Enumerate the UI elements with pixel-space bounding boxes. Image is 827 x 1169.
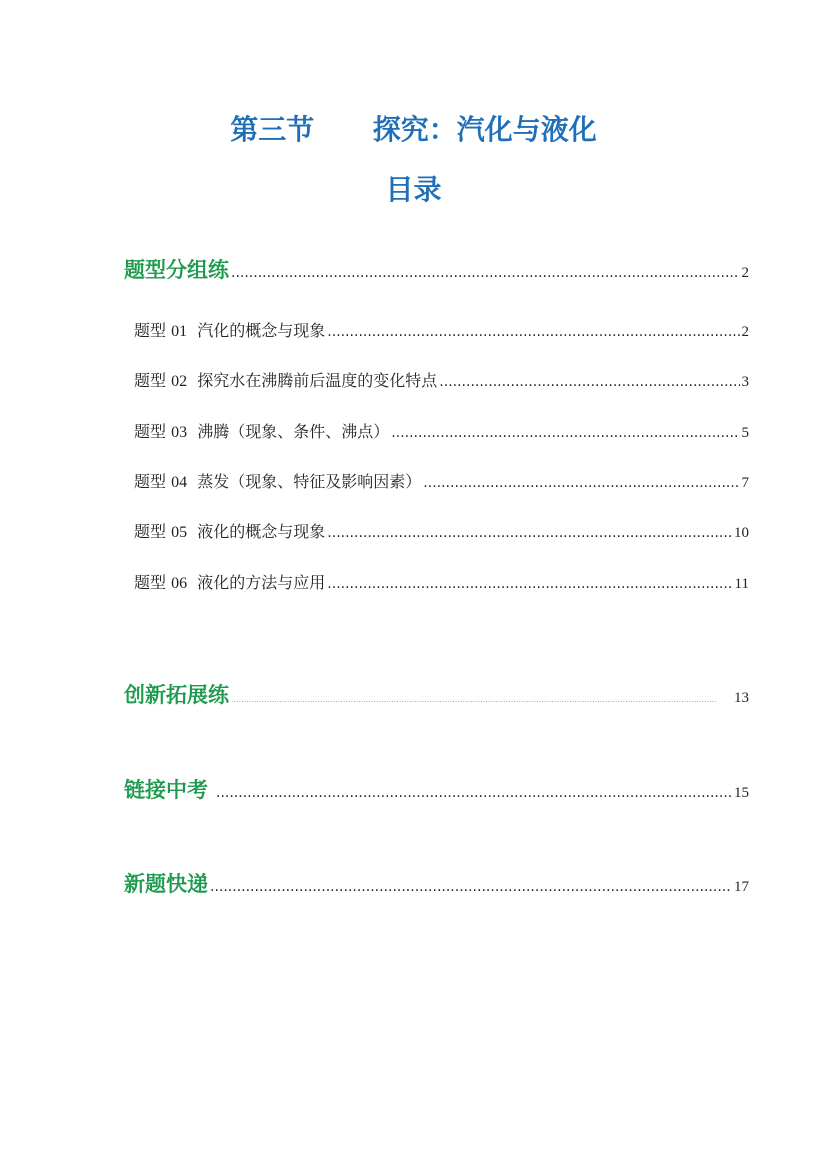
toc-item-number: 06	[171, 575, 188, 592]
toc-section-label: 链接中考	[124, 778, 208, 802]
toc-item-title: 汽化的概念与现象	[197, 321, 326, 340]
toc-item-label	[134, 571, 325, 596]
toc-item-01[interactable]	[134, 319, 749, 344]
dot-leader	[327, 521, 732, 545]
dot-leader	[216, 785, 732, 801]
dot-leader	[439, 370, 739, 394]
toc-section-new-questions[interactable]	[124, 869, 749, 899]
toc-item-04[interactable]	[134, 470, 749, 495]
toc-item-title: 沸腾（现象、条件、沸点）	[197, 422, 390, 441]
toc-item-05[interactable]	[134, 520, 749, 545]
dot-leader	[327, 320, 739, 344]
document-title: 第三节 探究：汽化与液化	[230, 113, 597, 146]
toc-item-title: 液化的概念与现象	[197, 522, 326, 541]
dot-leader	[391, 421, 739, 445]
toc-section-innovation[interactable]	[124, 680, 749, 710]
toc-page-number: 10	[734, 525, 749, 541]
toc-item-label	[134, 319, 325, 344]
toc-section-question-types[interactable]	[124, 255, 749, 285]
toc-item-label	[134, 420, 389, 445]
toc-item-prefix: 题型	[134, 573, 167, 592]
toc-page-number: 2	[741, 265, 749, 281]
toc-item-prefix: 题型	[134, 371, 167, 390]
dot-leader	[327, 572, 732, 596]
toc-page-number: 17	[734, 879, 749, 895]
toc-item-label	[134, 520, 325, 545]
dot-leader	[231, 265, 740, 281]
toc-page-number: 2	[741, 324, 749, 340]
toc-heading: 目录	[385, 173, 442, 206]
toc-item-prefix: 题型	[134, 321, 167, 340]
toc-page-number: 7	[741, 475, 749, 491]
toc-item-06[interactable]	[134, 571, 749, 596]
dot-leader	[210, 879, 732, 895]
toc-item-number: 03	[171, 424, 188, 441]
toc-item-title: 液化的方法与应用	[197, 573, 326, 592]
toc-section-exam-link[interactable]	[124, 775, 749, 805]
toc-item-03[interactable]	[134, 420, 749, 445]
toc-item-number: 01	[171, 323, 188, 340]
toc-section-label: 题型分组练	[124, 258, 229, 282]
toc-item-label	[134, 369, 437, 394]
toc-page-number: 13	[734, 690, 749, 706]
toc-item-number: 04	[171, 474, 188, 491]
toc-item-number: 02	[171, 373, 188, 390]
toc-page-number: 15	[734, 785, 749, 801]
toc-item-number: 05	[171, 524, 188, 541]
toc-item-title: 探究水在沸腾前后温度的变化特点	[197, 371, 438, 390]
toc-item-prefix: 题型	[134, 472, 167, 491]
dot-leader	[423, 471, 739, 495]
toc-item-prefix: 题型	[134, 522, 167, 541]
toc-item-02[interactable]	[134, 369, 749, 394]
toc-page-number: 3	[741, 374, 749, 390]
toc-section-label: 新题快递	[124, 872, 208, 896]
toc-item-prefix: 题型	[134, 422, 167, 441]
toc-page-number: 5	[741, 425, 749, 441]
toc-item-title: 蒸发（现象、特征及影响因素）	[197, 472, 422, 491]
toc-page-number: 11	[734, 576, 749, 592]
dot-leader	[231, 690, 716, 706]
toc-item-label	[134, 470, 421, 495]
toc-section-label: 创新拓展练	[124, 683, 229, 707]
